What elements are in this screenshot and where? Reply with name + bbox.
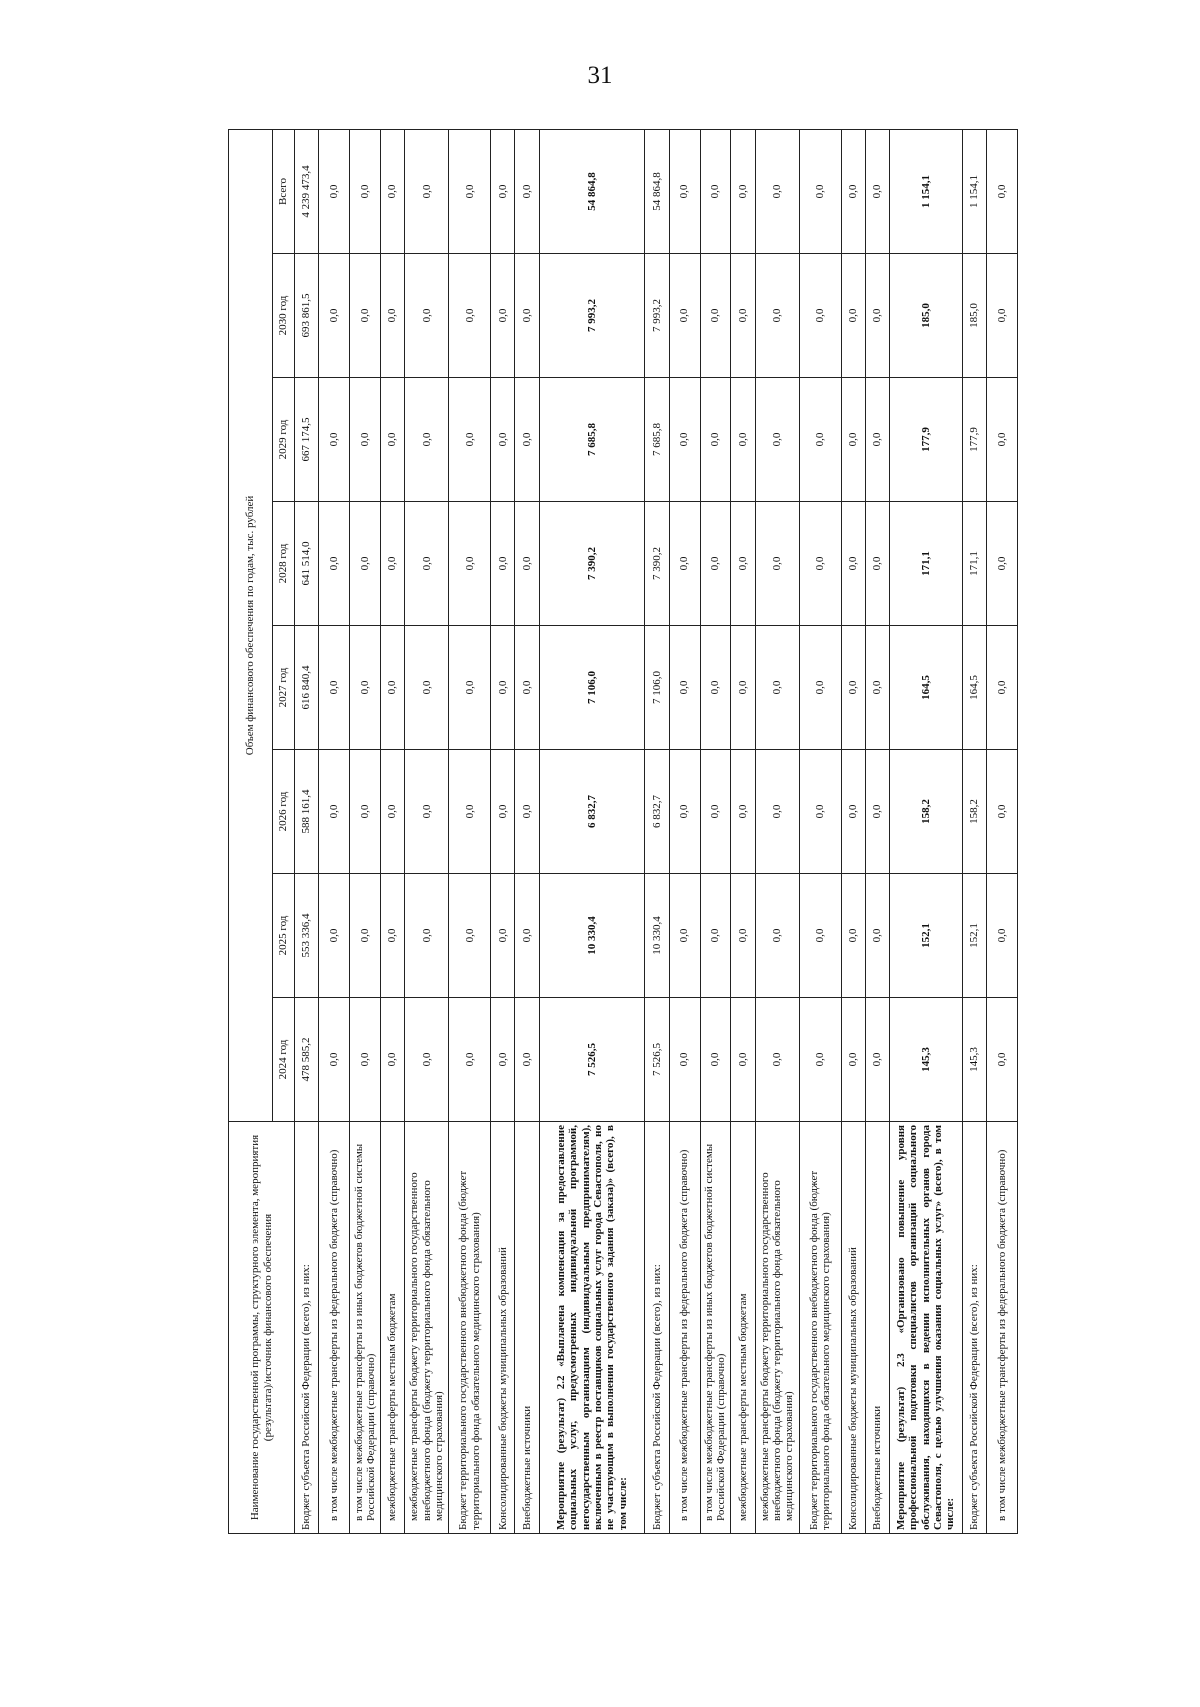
row-name-cell: Бюджет территориального государственного внебюджетного фонда (бюджет территориального фонда обязательного медицинского страхования) xyxy=(799,1122,841,1534)
table-row xyxy=(865,129,889,1533)
row-name-cell: в том числе межбюджетные трансферты из федерального бюджета (справочно) xyxy=(669,1122,700,1534)
table-row xyxy=(515,129,539,1533)
row-value-cell: 0,0 xyxy=(669,502,700,626)
row-value-cell: 0,0 xyxy=(380,874,404,998)
table-body xyxy=(295,129,1018,1533)
row-value-cell: 0,0 xyxy=(987,998,1018,1122)
row-value-cell: 0,0 xyxy=(731,378,755,502)
row-value-cell: 0,0 xyxy=(700,378,731,502)
row-name-cell: в том числе межбюджетные трансферты из иных бюджетов бюджетной системы Российской Федерации (справочно) xyxy=(350,1122,381,1534)
row-value-cell: 0,0 xyxy=(515,750,539,874)
row-name-cell: межбюджетные трансферты бюджету территориального государственного внебюджетного фонда (бюджету территориального фонда обязательного медицинского страхования) xyxy=(405,1122,449,1534)
row-value-cell: 0,0 xyxy=(799,874,841,998)
table-row xyxy=(539,129,645,1533)
row-value-cell: 0,0 xyxy=(449,626,491,750)
row-value-cell: 0,0 xyxy=(350,378,381,502)
row-value-cell: 0,0 xyxy=(987,502,1018,626)
row-value-cell: 667 174,5 xyxy=(295,378,319,502)
row-name-cell: межбюджетные трансферты местным бюджетам xyxy=(731,1122,755,1534)
row-total-cell: 0,0 xyxy=(405,129,449,253)
row-value-cell: 0,0 xyxy=(515,254,539,378)
row-value-cell: 7 106,0 xyxy=(645,626,669,750)
row-value-cell: 177,9 xyxy=(890,378,963,502)
header-name-column: Наименование государственной программы, структурного элемента, мероприятия (результата)/источник финансового обеспечения xyxy=(229,1122,295,1534)
row-value-cell: 0,0 xyxy=(449,750,491,874)
row-value-cell: 0,0 xyxy=(380,378,404,502)
row-value-cell: 0,0 xyxy=(841,502,865,626)
row-value-cell: 0,0 xyxy=(731,254,755,378)
table-row xyxy=(987,129,1018,1533)
row-name-cell: межбюджетные трансферты бюджету территориального государственного внебюджетного фонда (бюджету территориального фонда обязательного медицинского страхования) xyxy=(755,1122,799,1534)
row-value-cell: 0,0 xyxy=(491,626,515,750)
row-value-cell: 0,0 xyxy=(865,874,889,998)
row-value-cell: 0,0 xyxy=(841,750,865,874)
row-value-cell: 0,0 xyxy=(405,998,449,1122)
table-row xyxy=(890,129,963,1533)
row-value-cell: 0,0 xyxy=(731,502,755,626)
row-name-cell: в том числе межбюджетные трансферты из федерального бюджета (справочно) xyxy=(987,1122,1018,1534)
row-value-cell: 7 526,5 xyxy=(539,998,645,1122)
row-name-cell: Бюджет субъекта Российской Федерации (всего), из них: xyxy=(645,1122,669,1534)
row-value-cell: 0,0 xyxy=(350,254,381,378)
header-year: 2024 год xyxy=(273,998,295,1122)
table-row xyxy=(669,129,700,1533)
row-value-cell: 158,2 xyxy=(890,750,963,874)
table-row xyxy=(731,129,755,1533)
row-value-cell: 7 106,0 xyxy=(539,626,645,750)
table-row xyxy=(295,129,319,1533)
row-value-cell: 478 585,2 xyxy=(295,998,319,1122)
row-value-cell: 616 840,4 xyxy=(295,626,319,750)
table-row xyxy=(491,129,515,1533)
row-name-cell: Бюджет субъекта Российской Федерации (всего), из них: xyxy=(295,1122,319,1534)
row-value-cell: 0,0 xyxy=(669,750,700,874)
table-row xyxy=(319,129,350,1533)
row-value-cell: 0,0 xyxy=(491,502,515,626)
row-value-cell: 0,0 xyxy=(350,998,381,1122)
row-name-cell: Мероприятие (результат) 2.2 «Выплачена компенсация за предоставление социальных услуг, предусмотренных индивидуальной программой, негосударственным организациям (индивидуальным предпринимателям), включенным в реестр поставщиков социальных услуг города Севастополя, но не участвующим в выполнении государственного задания (заказа)» (всего), в том числе: xyxy=(539,1122,645,1534)
row-value-cell: 0,0 xyxy=(405,874,449,998)
row-value-cell: 0,0 xyxy=(700,254,731,378)
header-total: Всего xyxy=(273,129,295,253)
row-value-cell: 0,0 xyxy=(491,378,515,502)
row-value-cell: 7 993,2 xyxy=(645,254,669,378)
row-value-cell: 0,0 xyxy=(731,750,755,874)
row-value-cell: 0,0 xyxy=(987,254,1018,378)
row-value-cell: 0,0 xyxy=(987,874,1018,998)
row-value-cell: 0,0 xyxy=(491,750,515,874)
row-value-cell: 0,0 xyxy=(987,378,1018,502)
row-value-cell: 0,0 xyxy=(799,626,841,750)
row-value-cell: 0,0 xyxy=(491,254,515,378)
row-value-cell: 0,0 xyxy=(669,378,700,502)
row-total-cell: 54 864,8 xyxy=(539,129,645,253)
row-value-cell: 0,0 xyxy=(319,874,350,998)
row-value-cell: 0,0 xyxy=(799,502,841,626)
row-value-cell: 0,0 xyxy=(515,998,539,1122)
row-total-cell: 0,0 xyxy=(380,129,404,253)
header-year: 2028 год xyxy=(273,502,295,626)
row-value-cell: 0,0 xyxy=(755,874,799,998)
row-value-cell: 0,0 xyxy=(841,254,865,378)
row-total-cell: 0,0 xyxy=(350,129,381,253)
row-total-cell: 0,0 xyxy=(841,129,865,253)
header-volume-column: Объем финансового обеспечения по годам, тыс. рублей xyxy=(229,129,273,1121)
row-value-cell: 0,0 xyxy=(700,998,731,1122)
row-name-cell: Консолидированные бюджеты муниципальных образований xyxy=(491,1122,515,1534)
row-name-cell: Консолидированные бюджеты муниципальных образований xyxy=(841,1122,865,1534)
row-value-cell: 0,0 xyxy=(449,998,491,1122)
row-name-cell: Мероприятие (результат) 2.3 «Организовано повышение уровня профессиональной подготовки специалистов организаций социального обслуживания, находящихся в ведении исполнительных органов города Севастополя, с целью улучшения оказания социальных услуг» (всего), в том числе: xyxy=(890,1122,963,1534)
row-value-cell: 0,0 xyxy=(865,502,889,626)
row-total-cell: 0,0 xyxy=(515,129,539,253)
row-value-cell: 0,0 xyxy=(799,254,841,378)
row-value-cell: 0,0 xyxy=(449,874,491,998)
row-name-cell: Внебюджетные источники xyxy=(865,1122,889,1534)
row-value-cell: 0,0 xyxy=(380,502,404,626)
row-value-cell: 10 330,4 xyxy=(539,874,645,998)
row-value-cell: 0,0 xyxy=(491,998,515,1122)
row-value-cell: 0,0 xyxy=(731,874,755,998)
row-value-cell: 7 526,5 xyxy=(645,998,669,1122)
row-value-cell: 0,0 xyxy=(755,998,799,1122)
row-value-cell: 0,0 xyxy=(491,874,515,998)
row-value-cell: 588 161,4 xyxy=(295,750,319,874)
row-value-cell: 145,3 xyxy=(962,998,986,1122)
row-value-cell: 0,0 xyxy=(380,750,404,874)
table-row xyxy=(962,129,986,1533)
row-value-cell: 0,0 xyxy=(380,998,404,1122)
row-value-cell: 6 832,7 xyxy=(645,750,669,874)
row-value-cell: 171,1 xyxy=(962,502,986,626)
row-value-cell: 641 514,0 xyxy=(295,502,319,626)
row-total-cell: 1 154,1 xyxy=(962,129,986,253)
row-name-cell: в том числе межбюджетные трансферты из федерального бюджета (справочно) xyxy=(319,1122,350,1534)
row-value-cell: 0,0 xyxy=(865,626,889,750)
row-value-cell: 0,0 xyxy=(865,750,889,874)
row-value-cell: 0,0 xyxy=(669,254,700,378)
row-value-cell: 0,0 xyxy=(319,254,350,378)
row-value-cell: 0,0 xyxy=(841,378,865,502)
row-value-cell: 0,0 xyxy=(865,378,889,502)
row-value-cell: 0,0 xyxy=(515,874,539,998)
row-total-cell: 0,0 xyxy=(731,129,755,253)
page-number: 31 xyxy=(587,62,613,89)
header-year: 2029 год xyxy=(273,378,295,502)
row-value-cell: 0,0 xyxy=(319,626,350,750)
row-value-cell: 0,0 xyxy=(669,626,700,750)
table-row xyxy=(449,129,491,1533)
financing-table xyxy=(228,129,1018,1534)
row-total-cell: 1 154,1 xyxy=(890,129,963,253)
row-total-cell: 0,0 xyxy=(449,129,491,253)
row-value-cell: 0,0 xyxy=(865,998,889,1122)
row-value-cell: 0,0 xyxy=(669,874,700,998)
row-value-cell: 0,0 xyxy=(380,254,404,378)
row-value-cell: 0,0 xyxy=(319,998,350,1122)
row-total-cell: 4 239 473,4 xyxy=(295,129,319,253)
table-row xyxy=(405,129,449,1533)
row-value-cell: 0,0 xyxy=(350,502,381,626)
row-value-cell: 0,0 xyxy=(799,378,841,502)
row-value-cell: 7 685,8 xyxy=(645,378,669,502)
row-value-cell: 0,0 xyxy=(405,378,449,502)
row-value-cell: 0,0 xyxy=(319,502,350,626)
row-value-cell: 7 685,8 xyxy=(539,378,645,502)
row-value-cell: 0,0 xyxy=(755,626,799,750)
header-year: 2030 год xyxy=(273,254,295,378)
row-name-cell: Бюджет территориального государственного внебюджетного фонда (бюджет территориального фонда обязательного медицинского страхования) xyxy=(449,1122,491,1534)
header-year: 2026 год xyxy=(273,750,295,874)
row-value-cell: 0,0 xyxy=(700,750,731,874)
row-value-cell: 0,0 xyxy=(515,502,539,626)
row-value-cell: 0,0 xyxy=(669,998,700,1122)
row-value-cell: 0,0 xyxy=(449,254,491,378)
row-value-cell: 0,0 xyxy=(799,998,841,1122)
header-year: 2025 год xyxy=(273,874,295,998)
row-value-cell: 0,0 xyxy=(799,750,841,874)
row-value-cell: 0,0 xyxy=(865,254,889,378)
row-value-cell: 0,0 xyxy=(841,998,865,1122)
row-total-cell: 0,0 xyxy=(491,129,515,253)
row-value-cell: 158,2 xyxy=(962,750,986,874)
row-value-cell: 185,0 xyxy=(890,254,963,378)
row-value-cell: 0,0 xyxy=(405,626,449,750)
row-total-cell: 54 864,8 xyxy=(645,129,669,253)
row-value-cell: 185,0 xyxy=(962,254,986,378)
row-value-cell: 0,0 xyxy=(700,626,731,750)
row-value-cell: 0,0 xyxy=(515,626,539,750)
table-row xyxy=(841,129,865,1533)
row-value-cell: 693 861,5 xyxy=(295,254,319,378)
row-value-cell: 0,0 xyxy=(755,378,799,502)
row-value-cell: 0,0 xyxy=(449,378,491,502)
row-value-cell: 0,0 xyxy=(405,750,449,874)
row-value-cell: 177,9 xyxy=(962,378,986,502)
row-value-cell: 6 832,7 xyxy=(539,750,645,874)
table-row xyxy=(755,129,799,1533)
row-value-cell: 0,0 xyxy=(319,750,350,874)
row-total-cell: 0,0 xyxy=(865,129,889,253)
row-value-cell: 0,0 xyxy=(449,502,491,626)
table-row xyxy=(645,129,669,1533)
row-value-cell: 0,0 xyxy=(319,378,350,502)
row-value-cell: 0,0 xyxy=(350,874,381,998)
row-value-cell: 7 390,2 xyxy=(645,502,669,626)
row-value-cell: 0,0 xyxy=(987,626,1018,750)
row-total-cell: 0,0 xyxy=(799,129,841,253)
row-value-cell: 7 390,2 xyxy=(539,502,645,626)
row-total-cell: 0,0 xyxy=(319,129,350,253)
row-value-cell: 0,0 xyxy=(700,502,731,626)
row-value-cell: 145,3 xyxy=(890,998,963,1122)
row-total-cell: 0,0 xyxy=(755,129,799,253)
row-value-cell: 171,1 xyxy=(890,502,963,626)
row-value-cell: 0,0 xyxy=(987,750,1018,874)
row-name-cell: Бюджет субъекта Российской Федерации (всего), из них: xyxy=(962,1122,986,1534)
row-value-cell: 0,0 xyxy=(350,626,381,750)
table-row xyxy=(700,129,731,1533)
row-value-cell: 0,0 xyxy=(405,502,449,626)
row-value-cell: 164,5 xyxy=(962,626,986,750)
table-row xyxy=(380,129,404,1533)
row-name-cell: в том числе межбюджетные трансферты из иных бюджетов бюджетной системы Российской Федерации (справочно) xyxy=(700,1122,731,1534)
row-value-cell: 164,5 xyxy=(890,626,963,750)
row-value-cell: 0,0 xyxy=(755,254,799,378)
row-value-cell: 152,1 xyxy=(962,874,986,998)
row-value-cell: 0,0 xyxy=(755,750,799,874)
row-value-cell: 0,0 xyxy=(841,626,865,750)
row-value-cell: 0,0 xyxy=(380,626,404,750)
table-row xyxy=(799,129,841,1533)
row-value-cell: 0,0 xyxy=(350,750,381,874)
row-value-cell: 7 993,2 xyxy=(539,254,645,378)
row-value-cell: 152,1 xyxy=(890,874,963,998)
row-name-cell: Внебюджетные источники xyxy=(515,1122,539,1534)
row-total-cell: 0,0 xyxy=(669,129,700,253)
row-value-cell: 10 330,4 xyxy=(645,874,669,998)
financing-table-frame xyxy=(228,130,1018,1534)
row-value-cell: 0,0 xyxy=(515,378,539,502)
table-row xyxy=(350,129,381,1533)
row-total-cell: 0,0 xyxy=(700,129,731,253)
row-value-cell: 0,0 xyxy=(405,254,449,378)
row-value-cell: 0,0 xyxy=(731,626,755,750)
row-value-cell: 0,0 xyxy=(731,998,755,1122)
row-total-cell: 0,0 xyxy=(987,129,1018,253)
row-value-cell: 0,0 xyxy=(841,874,865,998)
header-year: 2027 год xyxy=(273,626,295,750)
row-name-cell: межбюджетные трансферты местным бюджетам xyxy=(380,1122,404,1534)
row-value-cell: 0,0 xyxy=(755,502,799,626)
row-value-cell: 0,0 xyxy=(700,874,731,998)
row-value-cell: 553 336,4 xyxy=(295,874,319,998)
